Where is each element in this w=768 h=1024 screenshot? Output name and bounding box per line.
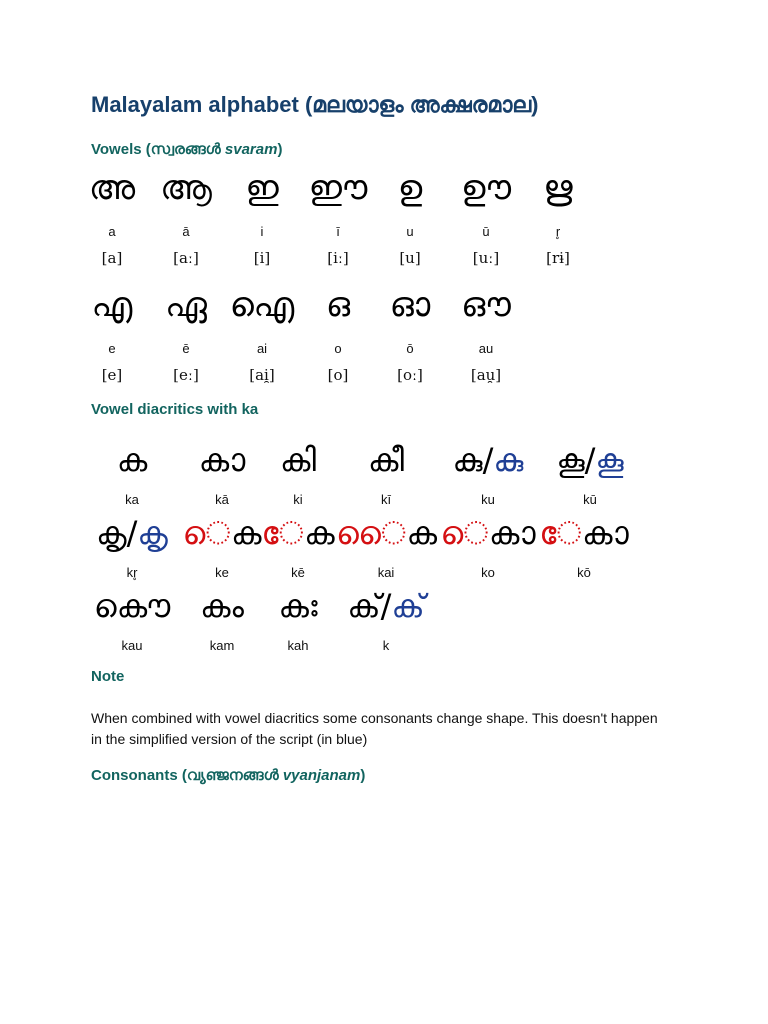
ipa-transcription: [eː] (173, 366, 199, 384)
romanization: r̥ (555, 224, 561, 239)
glyph-part: / (584, 441, 596, 479)
page-title: Malayalam alphabet (മലയാളം അക്ഷരമാല) (91, 92, 539, 117)
glyph-part: ക (595, 441, 624, 479)
romanization: ā (182, 224, 190, 239)
glyph-part: ക (488, 514, 536, 552)
diacritic-cell (82, 440, 182, 507)
diacritic-cell (248, 513, 348, 580)
glyph-part: േ (261, 514, 305, 552)
glyph-part: ക (391, 587, 425, 625)
ka-diacritic-form (336, 513, 436, 553)
ka-diacritic-form (438, 513, 538, 553)
romanization: ō (406, 341, 414, 356)
glyph-part: ക (279, 441, 317, 479)
glyph-part: ക (200, 587, 244, 625)
malayalam-letter: ഓ (389, 285, 431, 325)
romanization: kō (577, 565, 591, 580)
malayalam-letter: ഇ (245, 168, 279, 208)
ka-diacritic-form (82, 586, 182, 626)
glyph-part: െ (440, 514, 489, 552)
ipa-transcription: [ai̯] (249, 366, 275, 384)
diacritic-cell (438, 513, 538, 580)
ka-diacritic-form (248, 586, 348, 626)
romanization: ko (481, 565, 495, 580)
ka-diacritic-form (534, 513, 634, 553)
ipa-transcription: [uː] (472, 249, 500, 267)
ka-diacritic-form (438, 440, 538, 480)
vowel-cell (224, 168, 300, 267)
ka-diacritic-form (248, 440, 348, 480)
vowels-heading-suffix: ) (277, 141, 283, 158)
romanization: kam (209, 638, 235, 653)
ka-diacritic-form (336, 586, 436, 626)
vowel-cell (520, 168, 596, 267)
vowel-cell (148, 285, 224, 384)
malayalam-letter: അ (88, 168, 136, 208)
romanization: ka (125, 492, 139, 507)
romanization: kai (377, 565, 395, 580)
romanization: kū (583, 492, 597, 507)
glyph-part: െ (182, 514, 231, 552)
vowel-cell (372, 168, 448, 267)
glyph-part: ക (278, 587, 318, 625)
glyph-part: ക (230, 514, 262, 552)
ipa-transcription: [e] (101, 366, 123, 384)
glyph-part: ക (493, 441, 524, 479)
malayalam-letter: ഊ (460, 168, 512, 208)
romanization: kē (291, 565, 305, 580)
vowel-cell (300, 285, 376, 384)
romanization: u (406, 224, 414, 239)
diacritic-cell (248, 440, 348, 507)
romanization: ai (256, 341, 268, 356)
diacritic-cell (82, 513, 182, 580)
ipa-transcription: [o] (327, 366, 349, 384)
romanization: ē (182, 341, 190, 356)
malayalam-letter: ഐ (229, 285, 295, 325)
romanization: o (334, 341, 342, 356)
glyph-part: / (380, 587, 392, 625)
vowel-cell (448, 285, 524, 384)
romanization: kah (287, 638, 309, 653)
note-heading: Note (91, 668, 125, 685)
ipa-transcription: [rɨ] (546, 249, 570, 267)
romanization: ū (482, 224, 490, 239)
ipa-transcription: [oː] (397, 366, 423, 384)
glyph-part: കു (452, 441, 483, 479)
ka-diacritic-form (82, 513, 182, 553)
glyph-part: ക (367, 441, 405, 479)
glyph-part: ക (93, 587, 171, 625)
ipa-transcription: [i] (253, 249, 271, 267)
ipa-transcription: [aː] (173, 249, 199, 267)
romanization: ku (481, 492, 495, 507)
glyph-part: ക (304, 514, 335, 552)
glyph-part: കൃ (96, 514, 127, 552)
malayalam-letter: ഒ (325, 285, 351, 325)
diacritic-cell (534, 513, 634, 580)
romanization: ī (336, 224, 340, 239)
glyph-part: ക് (347, 587, 381, 625)
ka-diacritic-form (336, 440, 436, 480)
ipa-transcription: [iː] (327, 249, 349, 267)
vowels-heading (91, 141, 282, 158)
diacritic-cell (248, 586, 348, 653)
vowel-cell (224, 285, 300, 384)
glyph-part: േ (539, 514, 582, 552)
diacritic-cell (82, 586, 182, 653)
vowels-heading-native: സ്വരങ്ങൾ (150, 141, 221, 158)
malayalam-letter: ഏ (165, 285, 207, 325)
ka-diacritic-form (248, 513, 348, 553)
malayalam-letter: എ (91, 285, 133, 325)
diacritics-heading: Vowel diacritics with ka (91, 401, 259, 418)
glyph-part: ക (116, 441, 148, 479)
romanization: ke (215, 565, 229, 580)
vowels-heading-prefix: Vowels ( (91, 141, 151, 158)
glyph-part: / (126, 514, 138, 552)
romanization: i (260, 224, 264, 239)
diacritic-cell (336, 513, 436, 580)
ipa-transcription: [au̯] (470, 366, 502, 384)
vowel-cell (372, 285, 448, 384)
diacritic-cell (540, 440, 640, 507)
romanization: ki (293, 492, 303, 507)
diacritic-cell (336, 586, 436, 653)
malayalam-letter: ഉ (397, 168, 423, 208)
romanization: au (478, 341, 494, 356)
ipa-transcription: [u] (399, 249, 421, 267)
romanization: kī (380, 492, 392, 507)
malayalam-letter: ഈ (308, 168, 368, 208)
ka-diacritic-form (540, 440, 640, 480)
vowel-cell (74, 285, 150, 384)
romanization: kau (121, 638, 143, 653)
glyph-part: ക (406, 514, 438, 552)
glyph-part: ക (582, 514, 629, 552)
consonants-heading-italic: vyanjanam (282, 767, 361, 784)
glyph-part: കൂ (556, 441, 585, 479)
glyph-part: ൈ (336, 514, 407, 552)
romanization: a (108, 224, 116, 239)
consonants-heading (91, 767, 365, 784)
note-text: When combined with vowel diacritics some consonants change shape. This doesn't happen in the simplified version of the script (in blue) (91, 710, 658, 747)
romanization: k (382, 638, 390, 653)
malayalam-letter: ആ (160, 168, 212, 208)
ipa-transcription: [a] (101, 249, 123, 267)
romanization: kā (215, 492, 229, 507)
vowels-heading-italic: svaram (224, 141, 278, 158)
vowel-cell (300, 168, 376, 267)
romanization: kr̥ (126, 565, 138, 580)
diacritic-cell (438, 440, 538, 507)
vowel-cell (448, 168, 524, 267)
malayalam-letter: ഔ (461, 285, 511, 325)
consonants-heading-native: വ്യഞ്ജനങ്ങൾ (186, 767, 279, 784)
malayalam-letter: ഋ (543, 168, 573, 208)
diacritic-cell (336, 440, 436, 507)
consonants-heading-prefix: Consonants ( (91, 767, 187, 784)
glyph-part: / (482, 441, 494, 479)
vowel-cell (148, 168, 224, 267)
vowel-cell (74, 168, 150, 267)
glyph-part: ക (198, 441, 246, 479)
glyph-part: ക (137, 514, 168, 552)
ka-diacritic-form (82, 440, 182, 480)
romanization: e (108, 341, 116, 356)
consonants-heading-suffix: ) (360, 767, 366, 784)
